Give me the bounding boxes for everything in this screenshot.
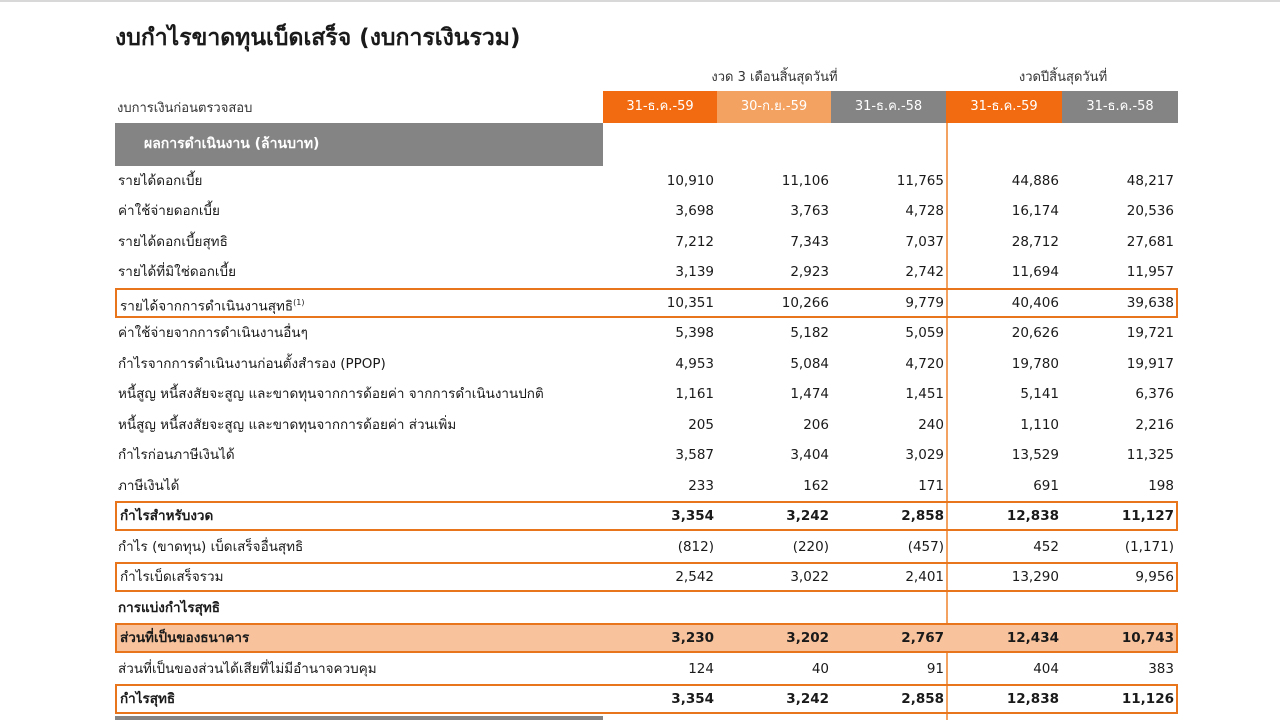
- cell: 3,242: [786, 691, 829, 707]
- cell: 4,953: [675, 356, 714, 372]
- cell: 27,681: [1126, 234, 1174, 250]
- row-label: ส่วนที่เป็นของธนาคาร: [120, 630, 250, 646]
- cell: 19,780: [1011, 356, 1059, 372]
- cell: 19,721: [1126, 325, 1174, 341]
- table-row: [115, 471, 1178, 501]
- cell: 240: [918, 417, 944, 433]
- row-label: กำไรสำหรับงวด: [120, 508, 214, 524]
- row-label: กำไร (ขาดทุน) เบ็ดเสร็จอื่นสุทธิ: [118, 539, 304, 555]
- table-row-highlighted: [115, 562, 1178, 592]
- row-label: การแบ่งกำไรสุทธิ: [118, 600, 221, 616]
- table-row: [115, 227, 1178, 257]
- cell: 691: [1033, 478, 1059, 494]
- cell: 40: [811, 661, 829, 677]
- cell: (220): [792, 539, 829, 555]
- cell: 11,127: [1121, 508, 1174, 524]
- cell: 9,779: [905, 295, 944, 311]
- row-label: กำไรจากการดำเนินงานก่อนตั้งสำรอง (PPOP): [118, 356, 386, 372]
- cell: 16,174: [1011, 203, 1059, 219]
- cell: 40,406: [1011, 295, 1059, 311]
- cell: 7,343: [790, 234, 829, 250]
- cell: 11,106: [781, 173, 829, 189]
- cell: 171: [918, 478, 944, 494]
- cell: 3,404: [790, 447, 829, 463]
- row-label: หนี้สูญ หนี้สงสัยจะสูญ และขาดทุนจากการด้อยค่า ส่วนเพิ่ม: [118, 417, 457, 433]
- cell: 2,216: [1135, 417, 1174, 433]
- cell: 10,351: [666, 295, 714, 311]
- cell: 3,202: [786, 630, 829, 646]
- footnote-marker: (1): [293, 298, 305, 307]
- cell: 233: [688, 478, 714, 494]
- row-label: ภาษีเงินได้: [118, 478, 180, 494]
- cell: (812): [677, 539, 714, 555]
- table-row-subheader: [115, 593, 1178, 623]
- cell: 1,474: [790, 386, 829, 402]
- cell: 5,182: [790, 325, 829, 341]
- cell: 13,529: [1011, 447, 1059, 463]
- table-row-highlighted: [115, 288, 1178, 318]
- cell: 13,290: [1011, 569, 1059, 585]
- cell: 3,698: [675, 203, 714, 219]
- cell: 2,742: [905, 264, 944, 280]
- cell: 11,325: [1126, 447, 1174, 463]
- cell: 5,084: [790, 356, 829, 372]
- cell: 11,765: [896, 173, 944, 189]
- cell: 3,139: [675, 264, 714, 280]
- row-label: กำไรสุทธิ: [120, 691, 176, 707]
- cell: 198: [1148, 478, 1174, 494]
- cell: 2,401: [905, 569, 944, 585]
- cell: 3,587: [675, 447, 714, 463]
- cell: 1,110: [1020, 417, 1059, 433]
- table-row: [115, 257, 1178, 287]
- cell: 5,059: [905, 325, 944, 341]
- row-label: ค่าใช้จ่ายจากการดำเนินงานอื่นๆ: [118, 325, 308, 341]
- table-row: [115, 654, 1178, 684]
- row-label: รายได้ดอกเบี้ยสุทธิ: [118, 234, 228, 250]
- table-row: [115, 532, 1178, 562]
- cell: 19,917: [1126, 356, 1174, 372]
- cell: 91: [926, 661, 944, 677]
- cell: 3,354: [671, 508, 714, 524]
- cell: 404: [1033, 661, 1059, 677]
- cell: 2,858: [901, 508, 944, 524]
- row-label: กำไรเบ็ดเสร็จรวม: [120, 569, 224, 585]
- cell: 452: [1033, 539, 1059, 555]
- cell: 44,886: [1011, 173, 1059, 189]
- cell: 3,029: [905, 447, 944, 463]
- cell: 11,126: [1121, 691, 1174, 707]
- cell: 12,434: [1006, 630, 1059, 646]
- cell: 3,354: [671, 691, 714, 707]
- top-divider: [0, 0, 1280, 2]
- cell: 6,376: [1135, 386, 1174, 402]
- column-header-fy-2015: 31-ธ.ค.-58: [1062, 91, 1178, 123]
- table-row-highlighted: [115, 501, 1178, 531]
- cell: (457): [907, 539, 944, 555]
- table-row: [115, 440, 1178, 470]
- cell: 383: [1148, 661, 1174, 677]
- row-label: [120, 290, 305, 320]
- cell: 28,712: [1011, 234, 1059, 250]
- cell: 9,956: [1135, 569, 1174, 585]
- table-row: [115, 166, 1178, 196]
- cell: 12,838: [1006, 691, 1059, 707]
- table-row: [115, 379, 1178, 409]
- table-row: [115, 410, 1178, 440]
- row-label-text: รายได้จากการดำเนินงานสุทธิ: [120, 298, 294, 315]
- cell: 12,838: [1006, 508, 1059, 524]
- cell: 20,536: [1126, 203, 1174, 219]
- table-row-highlighted: [115, 623, 1178, 653]
- bottom-bar: [115, 716, 603, 720]
- cell: 5,141: [1020, 386, 1059, 402]
- cell: 205: [688, 417, 714, 433]
- table-row: [115, 318, 1178, 348]
- cell: 4,728: [905, 203, 944, 219]
- cell: 5,398: [675, 325, 714, 341]
- row-label: กำไรก่อนภาษีเงินได้: [118, 447, 235, 463]
- table-row: [115, 349, 1178, 379]
- row-label: หนี้สูญ หนี้สงสัยจะสูญ และขาดทุนจากการด้อยค่า จากการดำเนินงานปกติ: [118, 386, 544, 402]
- cell: 1,451: [905, 386, 944, 402]
- quarter-period-label: งวด 3 เดือนสิ้นสุดวันที่: [711, 70, 838, 85]
- cell: 39,638: [1126, 295, 1174, 311]
- annual-period-label: งวดปีสิ้นสุดวันที่: [1018, 70, 1108, 85]
- cell: 48,217: [1126, 173, 1174, 189]
- cell: 10,266: [781, 295, 829, 311]
- cell: 10,910: [666, 173, 714, 189]
- cell: 11,694: [1011, 264, 1059, 280]
- cell: 206: [803, 417, 829, 433]
- row-label: รายได้ที่มิใช่ดอกเบี้ย: [118, 264, 236, 280]
- cell: 162: [803, 478, 829, 494]
- cell: 7,212: [675, 234, 714, 250]
- cell: 2,858: [901, 691, 944, 707]
- cell: 2,923: [790, 264, 829, 280]
- cell: 4,720: [905, 356, 944, 372]
- cell: 3,763: [790, 203, 829, 219]
- cell: 3,022: [790, 569, 829, 585]
- cell: 3,242: [786, 508, 829, 524]
- cell: 2,767: [901, 630, 944, 646]
- column-header-fy-2016: 31-ธ.ค.-59: [946, 91, 1062, 123]
- table-row: [115, 196, 1178, 226]
- cell: 10,743: [1121, 630, 1174, 646]
- row-label: ค่าใช้จ่ายดอกเบี้ย: [118, 203, 220, 219]
- cell: (1,171): [1124, 539, 1174, 555]
- row-label: รายได้ดอกเบี้ย: [118, 173, 203, 189]
- unaudited-label: งบการเงินก่อนตรวจสอบ: [117, 101, 253, 116]
- section-header-operating-results: ผลการดำเนินงาน (ล้านบาท): [115, 123, 603, 166]
- cell: 1,161: [675, 386, 714, 402]
- table-row-highlighted: [115, 684, 1178, 714]
- row-label: ส่วนที่เป็นของส่วนได้เสียที่ไม่มีอำนาจควบคุม: [118, 661, 377, 677]
- page-title: งบกำไรขาดทุนเบ็ดเสร็จ (งบการเงินรวม): [115, 25, 521, 51]
- cell: 124: [688, 661, 714, 677]
- cell: 20,626: [1011, 325, 1059, 341]
- column-header-q4-2016: 31-ธ.ค.-59: [603, 91, 717, 123]
- column-header-q4-2015: 31-ธ.ค.-58: [831, 91, 946, 123]
- column-header-q3-2016: 30-ก.ย.-59: [717, 91, 831, 123]
- cell: 3,230: [671, 630, 714, 646]
- cell: 7,037: [905, 234, 944, 250]
- cell: 2,542: [675, 569, 714, 585]
- cell: 11,957: [1126, 264, 1174, 280]
